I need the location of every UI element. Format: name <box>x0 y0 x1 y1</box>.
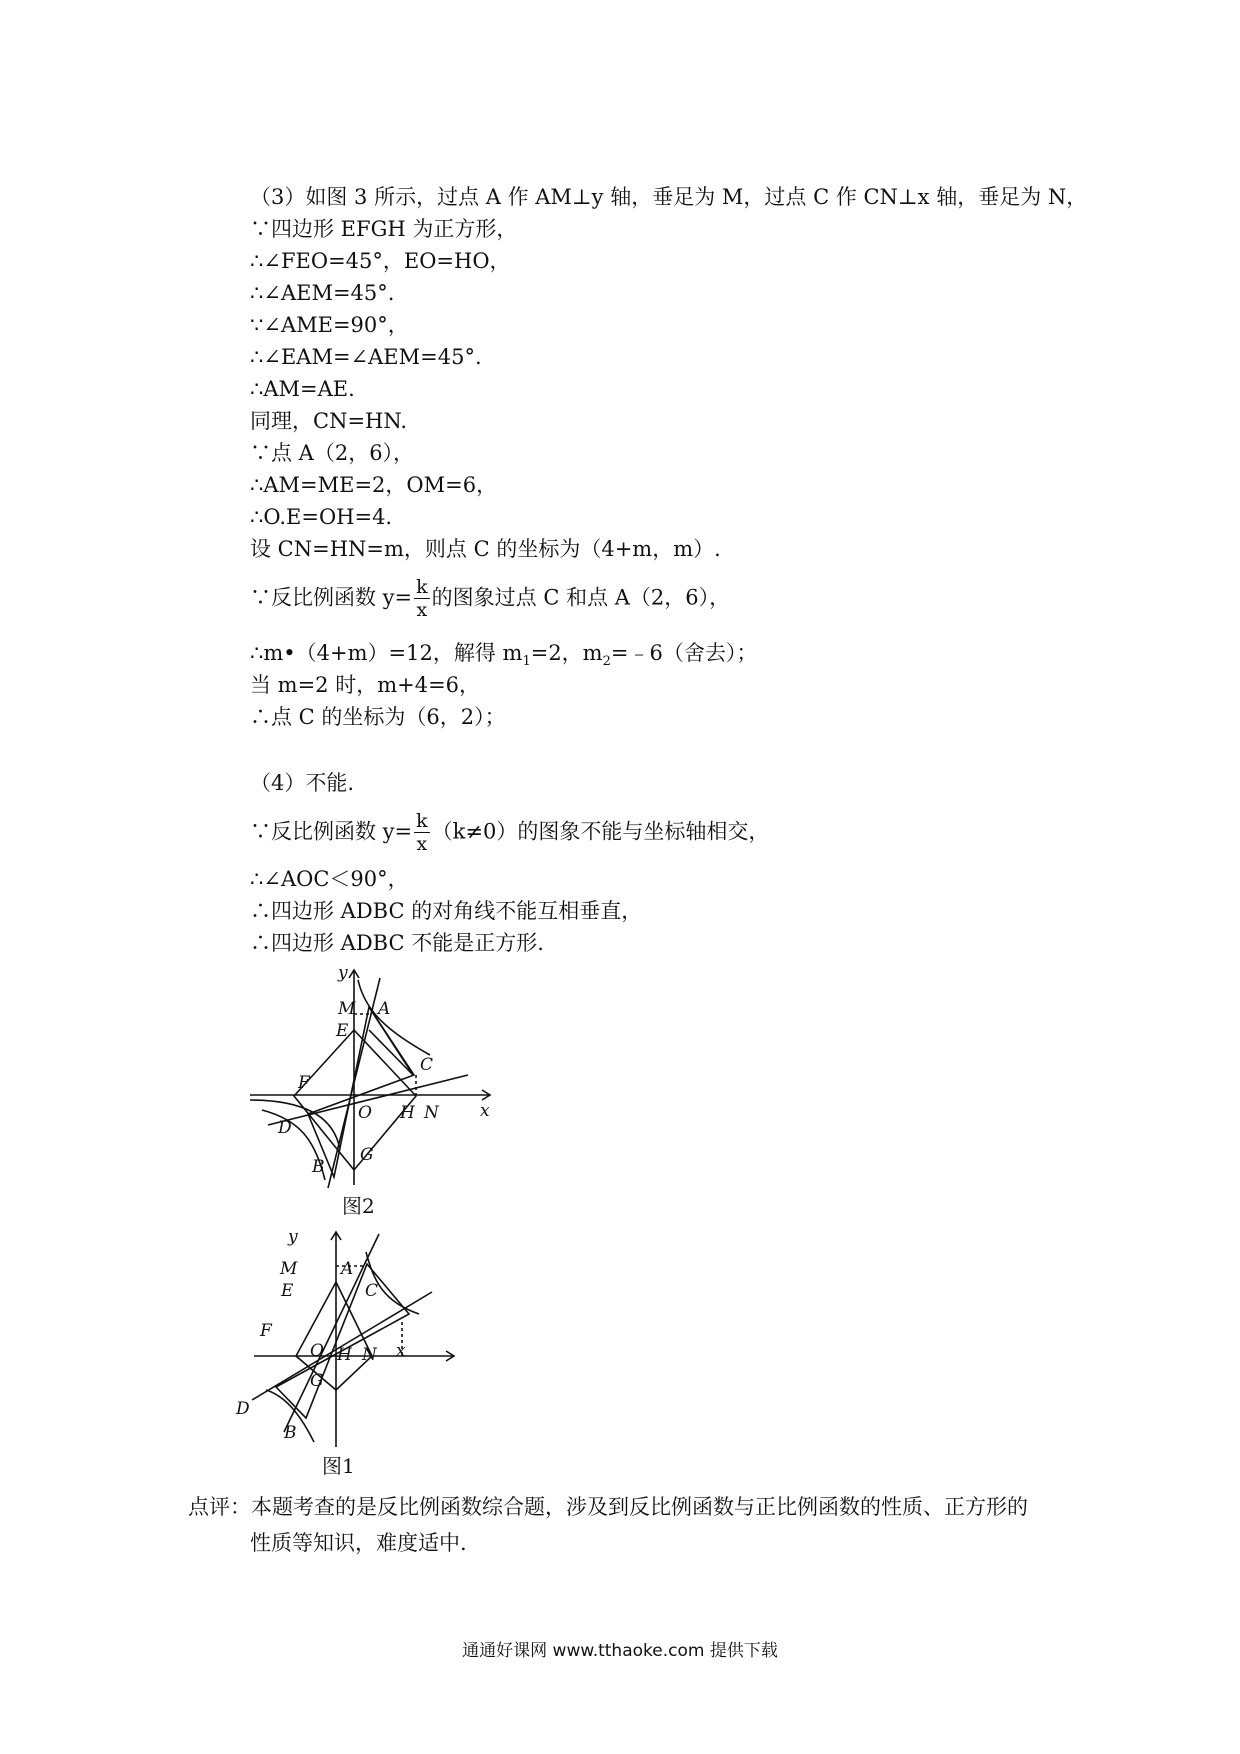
fraction-denominator: x <box>416 599 428 621</box>
label-y: y <box>288 1227 298 1247</box>
label-x: x <box>396 1341 406 1361</box>
label-O: O <box>358 1103 372 1123</box>
text: ∵反比例函数 y= <box>250 819 413 844</box>
label-M: M <box>280 1259 298 1279</box>
fraction-numerator: k <box>416 576 428 598</box>
solution-line: ∴AM=AE. <box>250 377 355 401</box>
text: （k≠0）的图象不能与坐标轴相交， <box>431 819 770 844</box>
solution-line: ∴四边形 ADBC 不能是正方形. <box>250 931 544 955</box>
square-EFGH <box>296 1282 372 1390</box>
solution-line: （3）如图 3 所示，过点 A 作 AM⊥y 轴，垂足为 M，过点 C 作 CN⊥x 轴，垂足为 N， <box>250 185 1088 209</box>
figure-1-diagram <box>236 1222 474 1452</box>
solution-line: ∴∠AEM=45°. <box>250 281 395 305</box>
solution-line: ∵∠AME=90°， <box>250 313 409 337</box>
fraction-numerator: k <box>416 810 428 832</box>
solution-line: 同理，CN=HN. <box>250 409 408 433</box>
solution-line: ∵四边形 EFGH 为正方形， <box>250 217 518 241</box>
solution-line: ∵点 A（2，6）， <box>250 441 415 465</box>
figure-2 <box>240 950 500 1194</box>
label-C: C <box>420 1055 434 1075</box>
label-B: B <box>312 1157 325 1177</box>
solution-line: ∴∠EAM=∠AEM=45°. <box>250 345 482 369</box>
comment-line: 性质等知识，难度适中. <box>250 1531 467 1555</box>
fraction-denominator: x <box>416 833 428 855</box>
label-H: H <box>337 1345 352 1365</box>
figure-2-caption: 图2 <box>342 1194 375 1218</box>
solution-line: ∴点 C 的坐标为（6，2）； <box>250 705 506 729</box>
label-F: F <box>298 1073 310 1093</box>
quadrilateral-ADBC <box>276 1264 409 1418</box>
text: =2，m <box>530 641 603 665</box>
label-D: D <box>236 1399 250 1419</box>
solution-line: 当 m=2 时，m+4=6， <box>250 673 481 697</box>
label-E: E <box>281 1281 294 1301</box>
label-B: B <box>284 1423 297 1443</box>
label-x: x <box>480 1101 490 1121</box>
label-O: O <box>310 1341 324 1361</box>
label-N: N <box>362 1345 377 1365</box>
label-D: D <box>278 1118 292 1138</box>
fraction-k-over-x <box>414 578 430 620</box>
figure-1-caption: 图1 <box>322 1454 355 1478</box>
page-footer: 通通好课网 www.tthaoke.com 提供下载 <box>462 1641 778 1661</box>
comment-line: 点评：本题考查的是反比例函数综合题，涉及到反比例函数与正比例函数的性质、正方形的 <box>188 1495 1028 1519</box>
label-C: C <box>365 1281 379 1301</box>
solution-line: （4）不能. <box>250 771 355 795</box>
subscript: 2 <box>602 654 611 670</box>
solution-line: ∴四边形 ADBC 的对角线不能互相垂直， <box>250 899 643 923</box>
solution-line: ∴O.E=OH=4. <box>250 505 393 529</box>
text: =﹣6（舍去）； <box>610 641 758 665</box>
figure-2-diagram <box>240 950 500 1190</box>
text: 的图象过点 C 和点 A（2，6）， <box>431 585 731 610</box>
label-H: H <box>400 1103 415 1123</box>
label-A: A <box>341 1259 354 1279</box>
solution-line: 设 CN=HN=m，则点 C 的坐标为（4+m，m）. <box>250 537 721 561</box>
label-N: N <box>424 1103 439 1123</box>
text: ∴m•（4+m）=12，解得 m <box>250 641 523 665</box>
solution-line: ∴∠FEO=45°，EO=HO， <box>250 249 511 273</box>
text: ∵反比例函数 y= <box>250 585 413 610</box>
solution-line <box>250 812 769 854</box>
fraction-k-over-x <box>414 812 430 854</box>
label-A: A <box>378 999 391 1019</box>
label-F: F <box>260 1321 272 1341</box>
label-G: G <box>360 1145 374 1165</box>
solution-line: ∴∠AOC＜90°， <box>250 867 409 891</box>
label-E: E <box>336 1021 349 1041</box>
solution-line: ∴AM=ME=2，OM=6， <box>250 473 498 497</box>
label-G: G <box>310 1371 324 1391</box>
solution-line <box>250 578 730 620</box>
label-M: M <box>338 999 356 1019</box>
subscript: 1 <box>522 654 531 670</box>
label-y: y <box>338 963 348 983</box>
figure-1 <box>236 1222 474 1456</box>
